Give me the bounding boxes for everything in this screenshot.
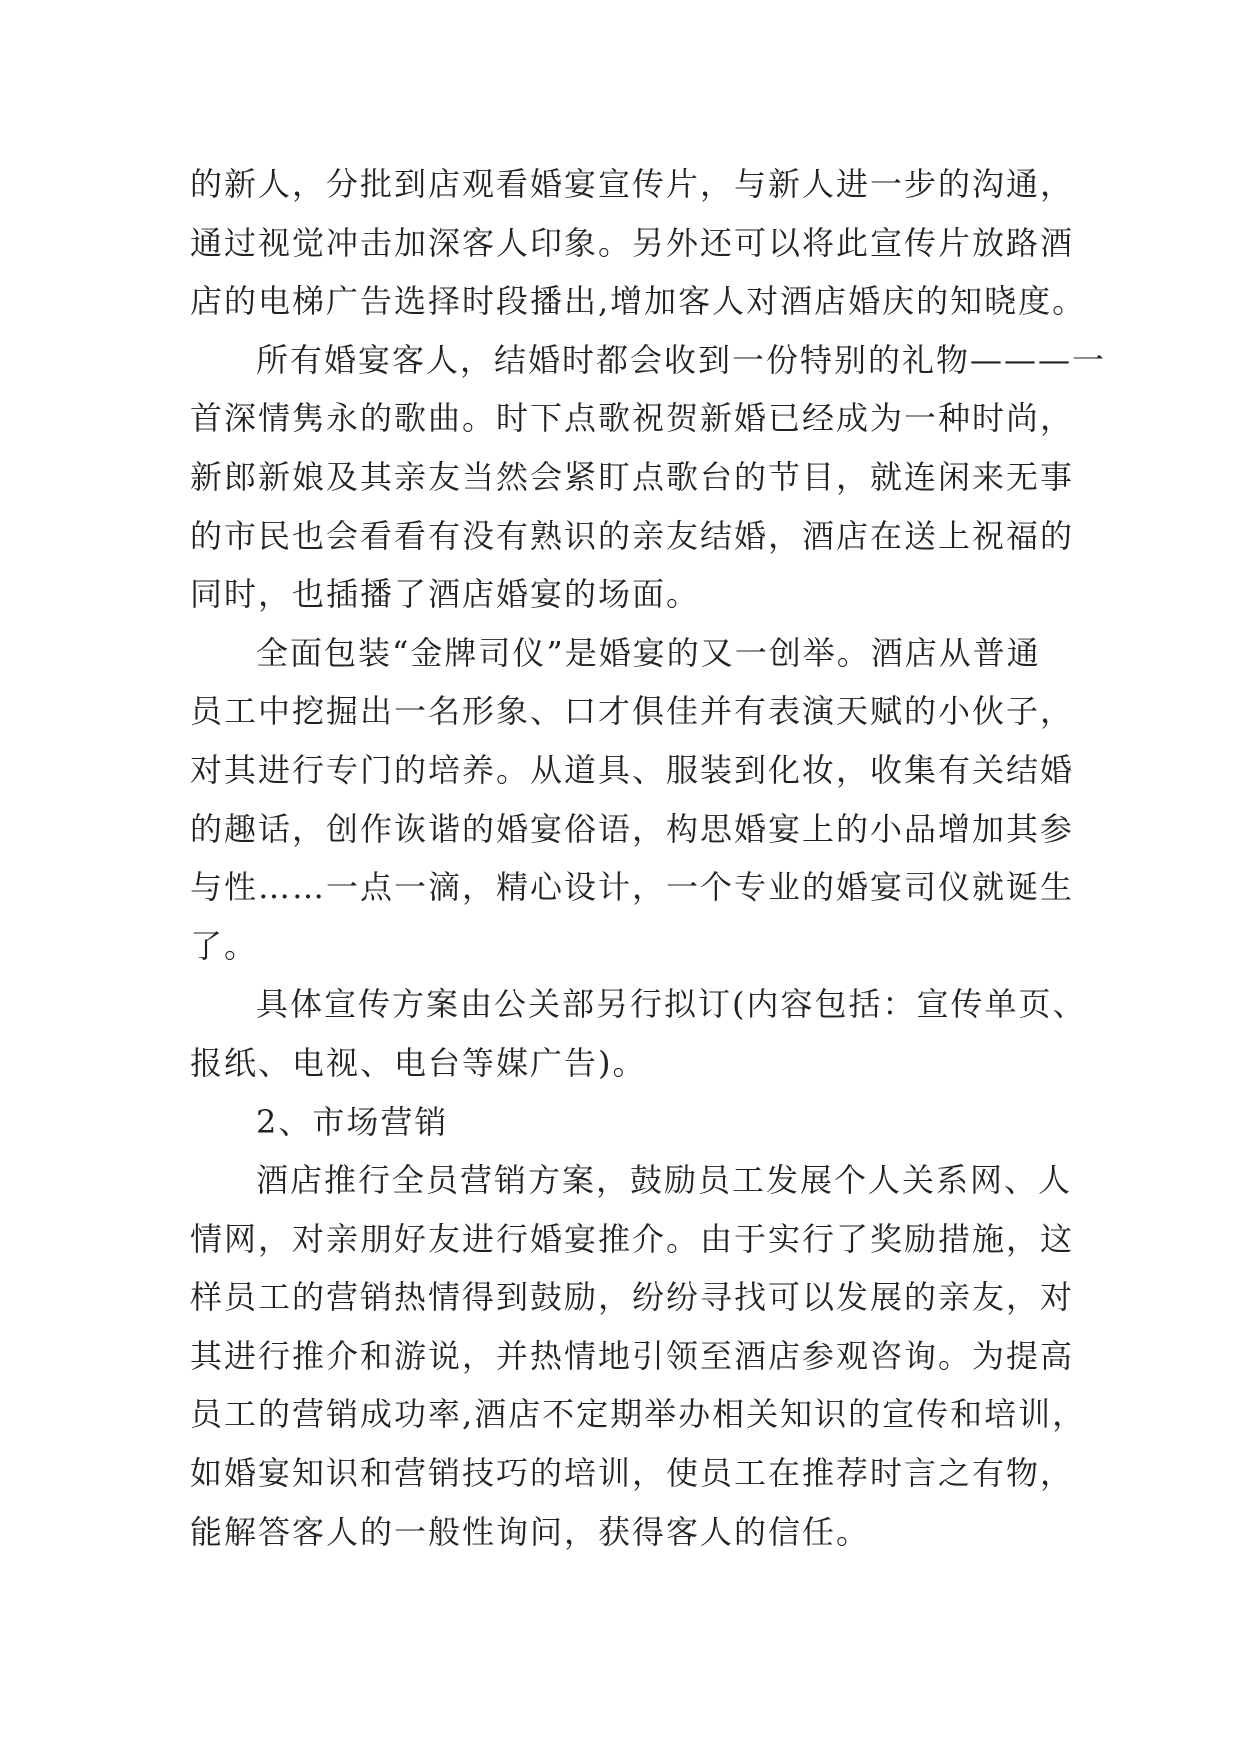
paragraph-first-line: 酒店推行全员营销方案，鼓励员工发展个人关系网、人: [256, 1161, 1073, 1200]
text-line: 的新人，分批到店观看婚宴宣传片，与新人进一步的沟通，: [190, 165, 1075, 203]
text-line: 其进行推介和游说，并热情地引领至酒店参观咨询。为提高: [190, 1336, 1075, 1375]
text-line: 如婚宴知识和营销技巧的培训，使员工在推荐时言之有物，: [190, 1454, 1075, 1493]
text-line: 店的电梯广告选择时段播出,增加客人对酒店婚庆的知晓度。: [190, 282, 1087, 321]
text-line: 员工中挖掘出一名形象、口才俱佳并有表演天赋的小伙子，: [190, 692, 1075, 731]
text-line: 首深情隽永的歌曲。时下点歌祝贺新婚已经成为一种时尚，: [190, 399, 1075, 438]
text-line: 报纸、电视、电台等媒广告)。: [190, 1043, 647, 1082]
text-line: 的市民也会看看有没有熟识的亲友结婚，酒店在送上祝福的: [190, 516, 1075, 555]
text-line: 员工的营销成功率,酒店不定期举办相关知识的宣传和培训，: [190, 1395, 1087, 1434]
text-line: 与性……一点一滴，精心设计，一个专业的婚宴司仪就诞生: [190, 868, 1075, 907]
paragraph-first-line: 全面包装“金牌司仪”是婚宴的又一创举。酒店从普通: [256, 633, 1041, 672]
paragraph-first-line: 所有婚宴客人，结婚时都会收到一份特别的礼物———一: [256, 340, 1107, 379]
text-line: 同时，也插播了酒店婚宴的场面。: [190, 575, 701, 614]
paragraph-first-line: 具体宣传方案由公关部另行拟订(内容包括：宣传单页、: [256, 985, 1087, 1024]
text-line: 能解答客人的一般性询问，获得客人的信任。: [190, 1512, 871, 1551]
text-line: 样员工的营销热情得到鼓励，纷纷寻找可以发展的亲友，对: [190, 1278, 1075, 1317]
text-line: 新郎新娘及其亲友当然会紧盯点歌台的节目，就连闲来无事: [190, 457, 1075, 496]
section-heading: 2、市场营销: [256, 1102, 449, 1141]
text-line: 的趣话，创作诙谐的婚宴俗语，构思婚宴上的小品增加其参: [190, 809, 1075, 848]
text-line: 通过视觉冲击加深客人印象。另外还可以将此宣传片放路酒: [190, 223, 1075, 262]
text-line: 对其进行专门的培养。从道具、服装到化妆，收集有关结婚: [190, 750, 1075, 789]
text-line: 了。: [190, 926, 259, 965]
text-line: 情网，对亲朋好友进行婚宴推介。由于实行了奖励措施，这: [190, 1219, 1075, 1258]
body-text: [190, 155, 1107, 1561]
